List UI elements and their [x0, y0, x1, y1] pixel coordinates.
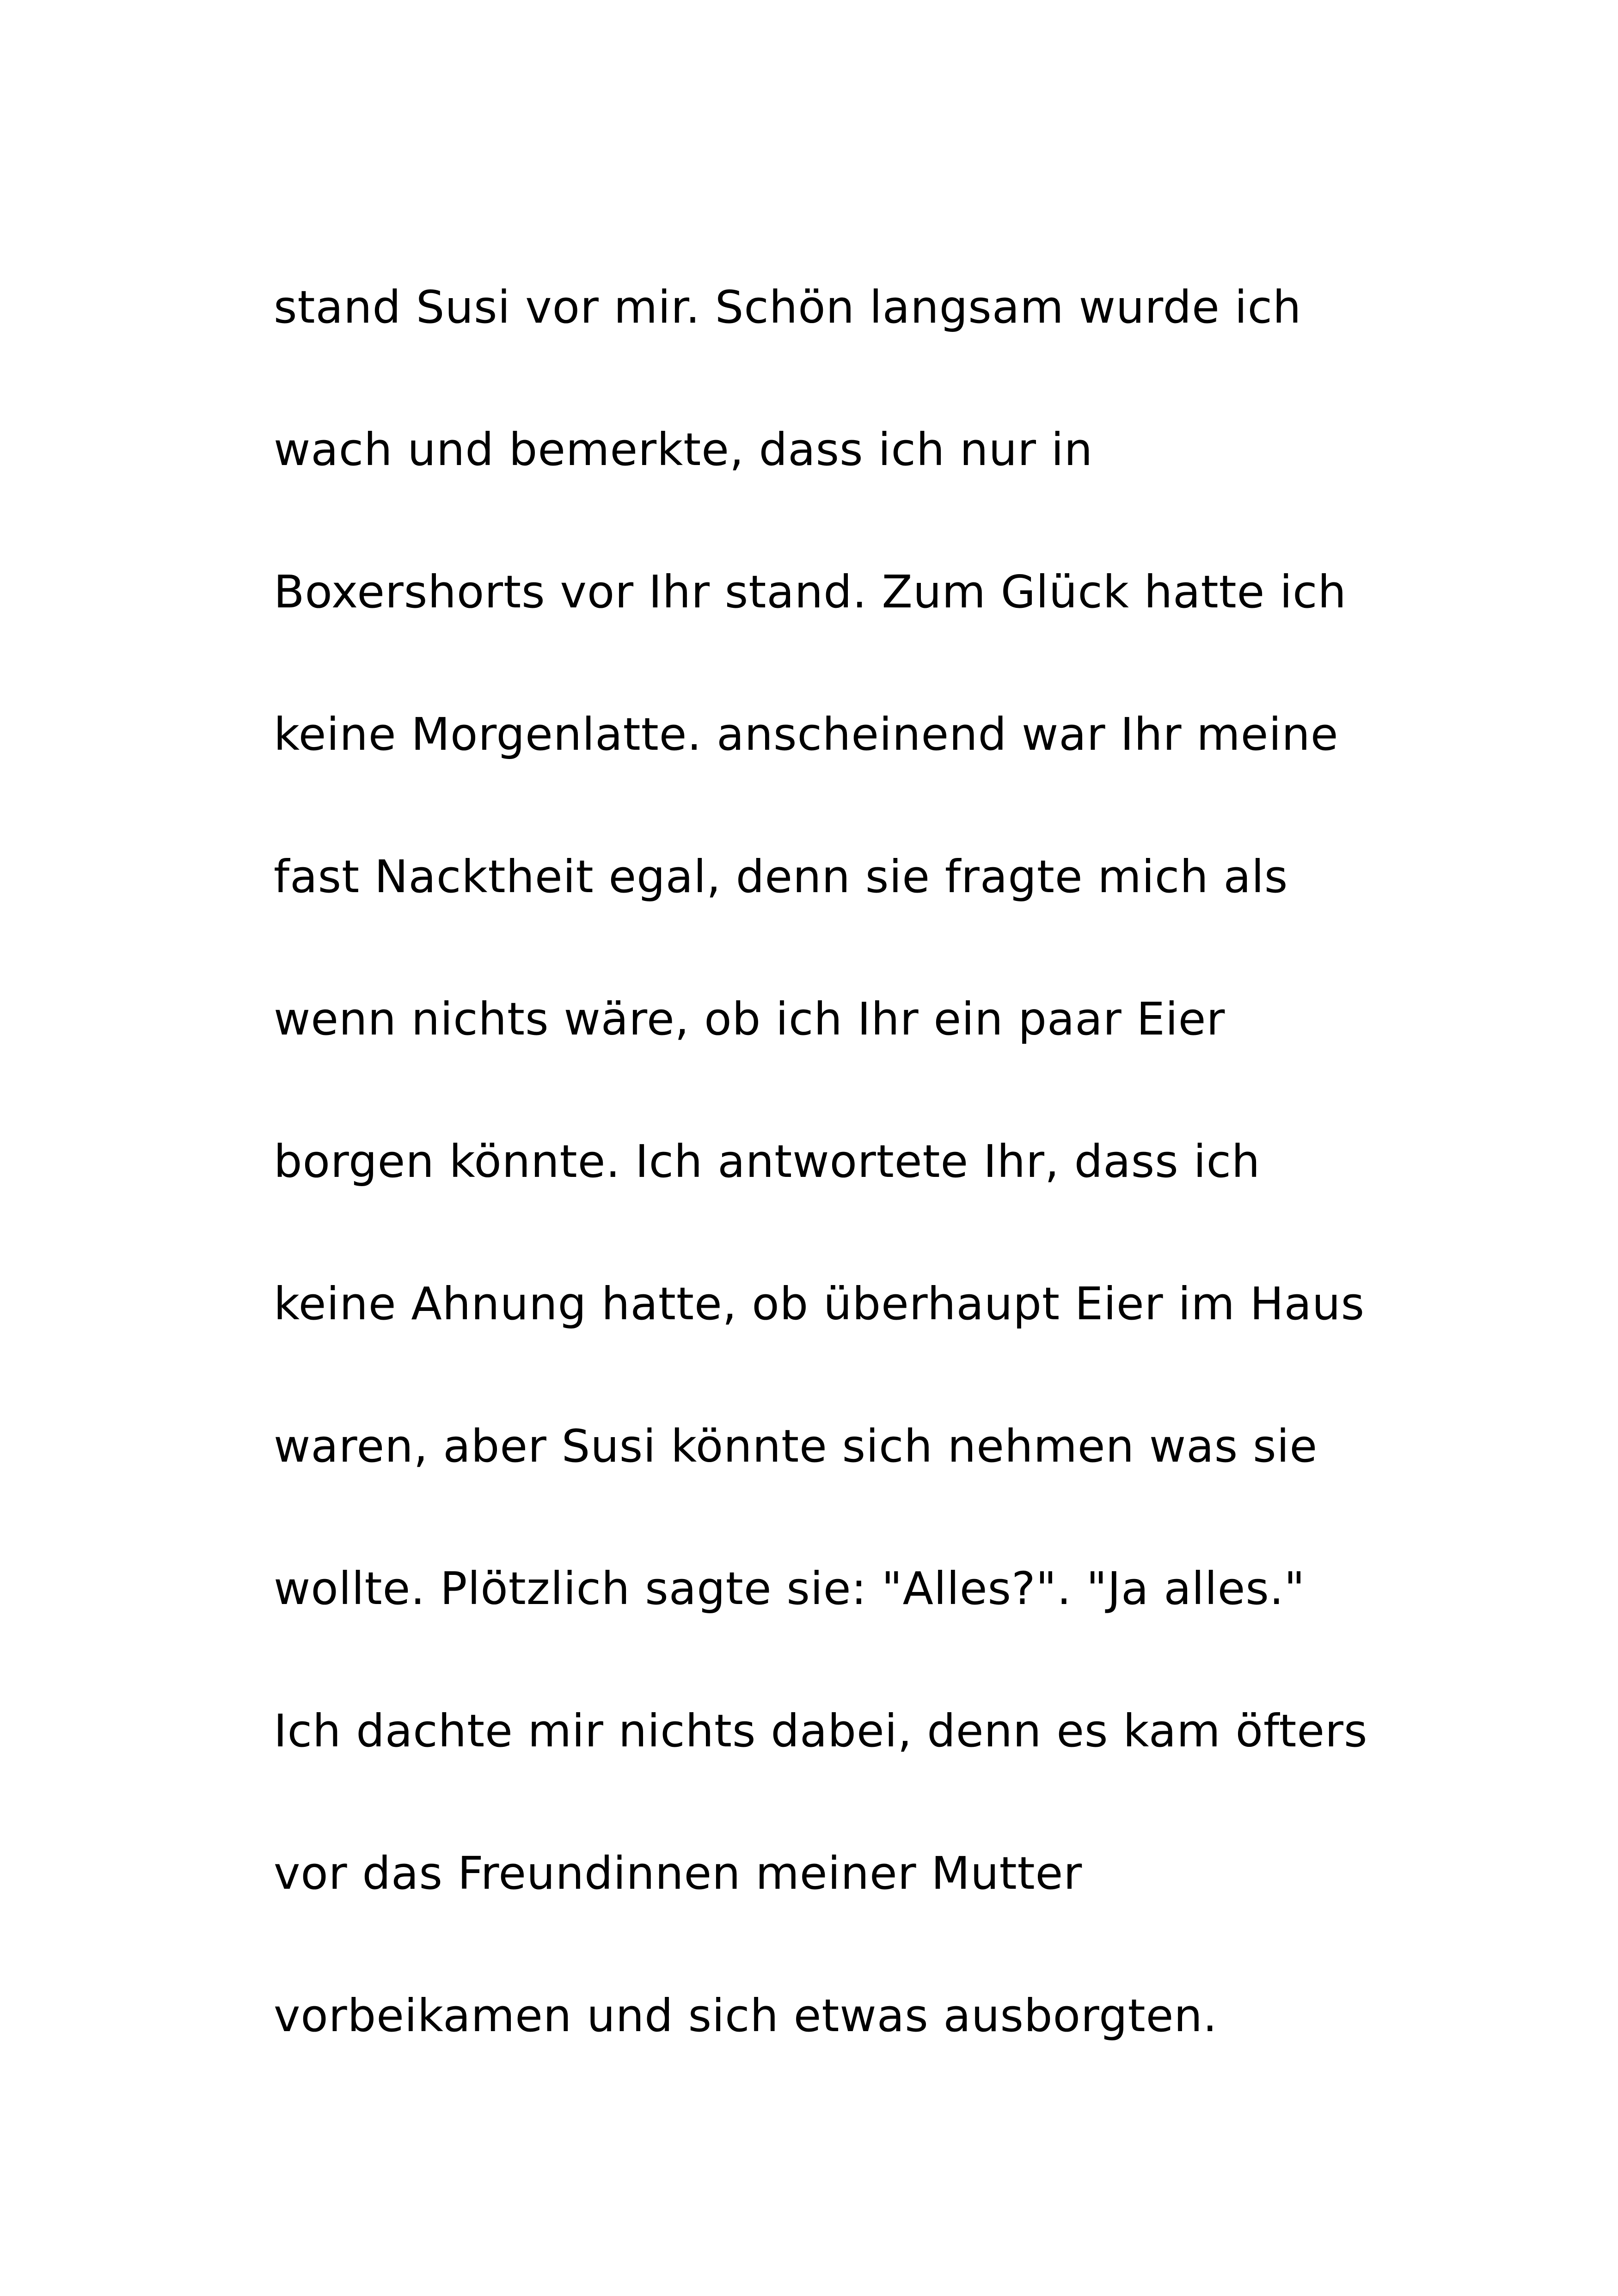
text-line: wach und bemerkte, dass ich nur in: [274, 423, 1093, 476]
text-line: Boxershorts vor Ihr stand. Zum Glück hatte ich: [274, 566, 1347, 618]
text-line: waren, aber Susi könnte sich nehmen was sie: [274, 1420, 1318, 1472]
text-line: borgen könnte. Ich antwortete Ihr, dass ich: [274, 1135, 1261, 1188]
text-line: Ich dachte mir nichts dabei, denn es kam öfters: [274, 1705, 1368, 1757]
text-line: keine Morgenlatte. anscheinend war Ihr meine: [274, 708, 1339, 760]
body-text: [274, 277, 1429, 2128]
text-line: stand Susi vor mir. Schön langsam wurde ich: [274, 281, 1302, 333]
text-line: keine Ahnung hatte, ob überhaupt Eier im Haus: [274, 1278, 1365, 1330]
text-line: vorbeikamen und sich etwas ausborgten.: [274, 1990, 1218, 2042]
text-line: wollte. Plötzlich sagte sie: "Alles?". "Ja alles.": [274, 1562, 1305, 1615]
text-line: fast Nacktheit egal, denn sie fragte mich als: [274, 851, 1288, 903]
text-line: wenn nichts wäre, ob ich Ihr ein paar Eier: [274, 993, 1226, 1045]
text-line: vor das Freundinnen meiner Mutter: [274, 1847, 1083, 1899]
